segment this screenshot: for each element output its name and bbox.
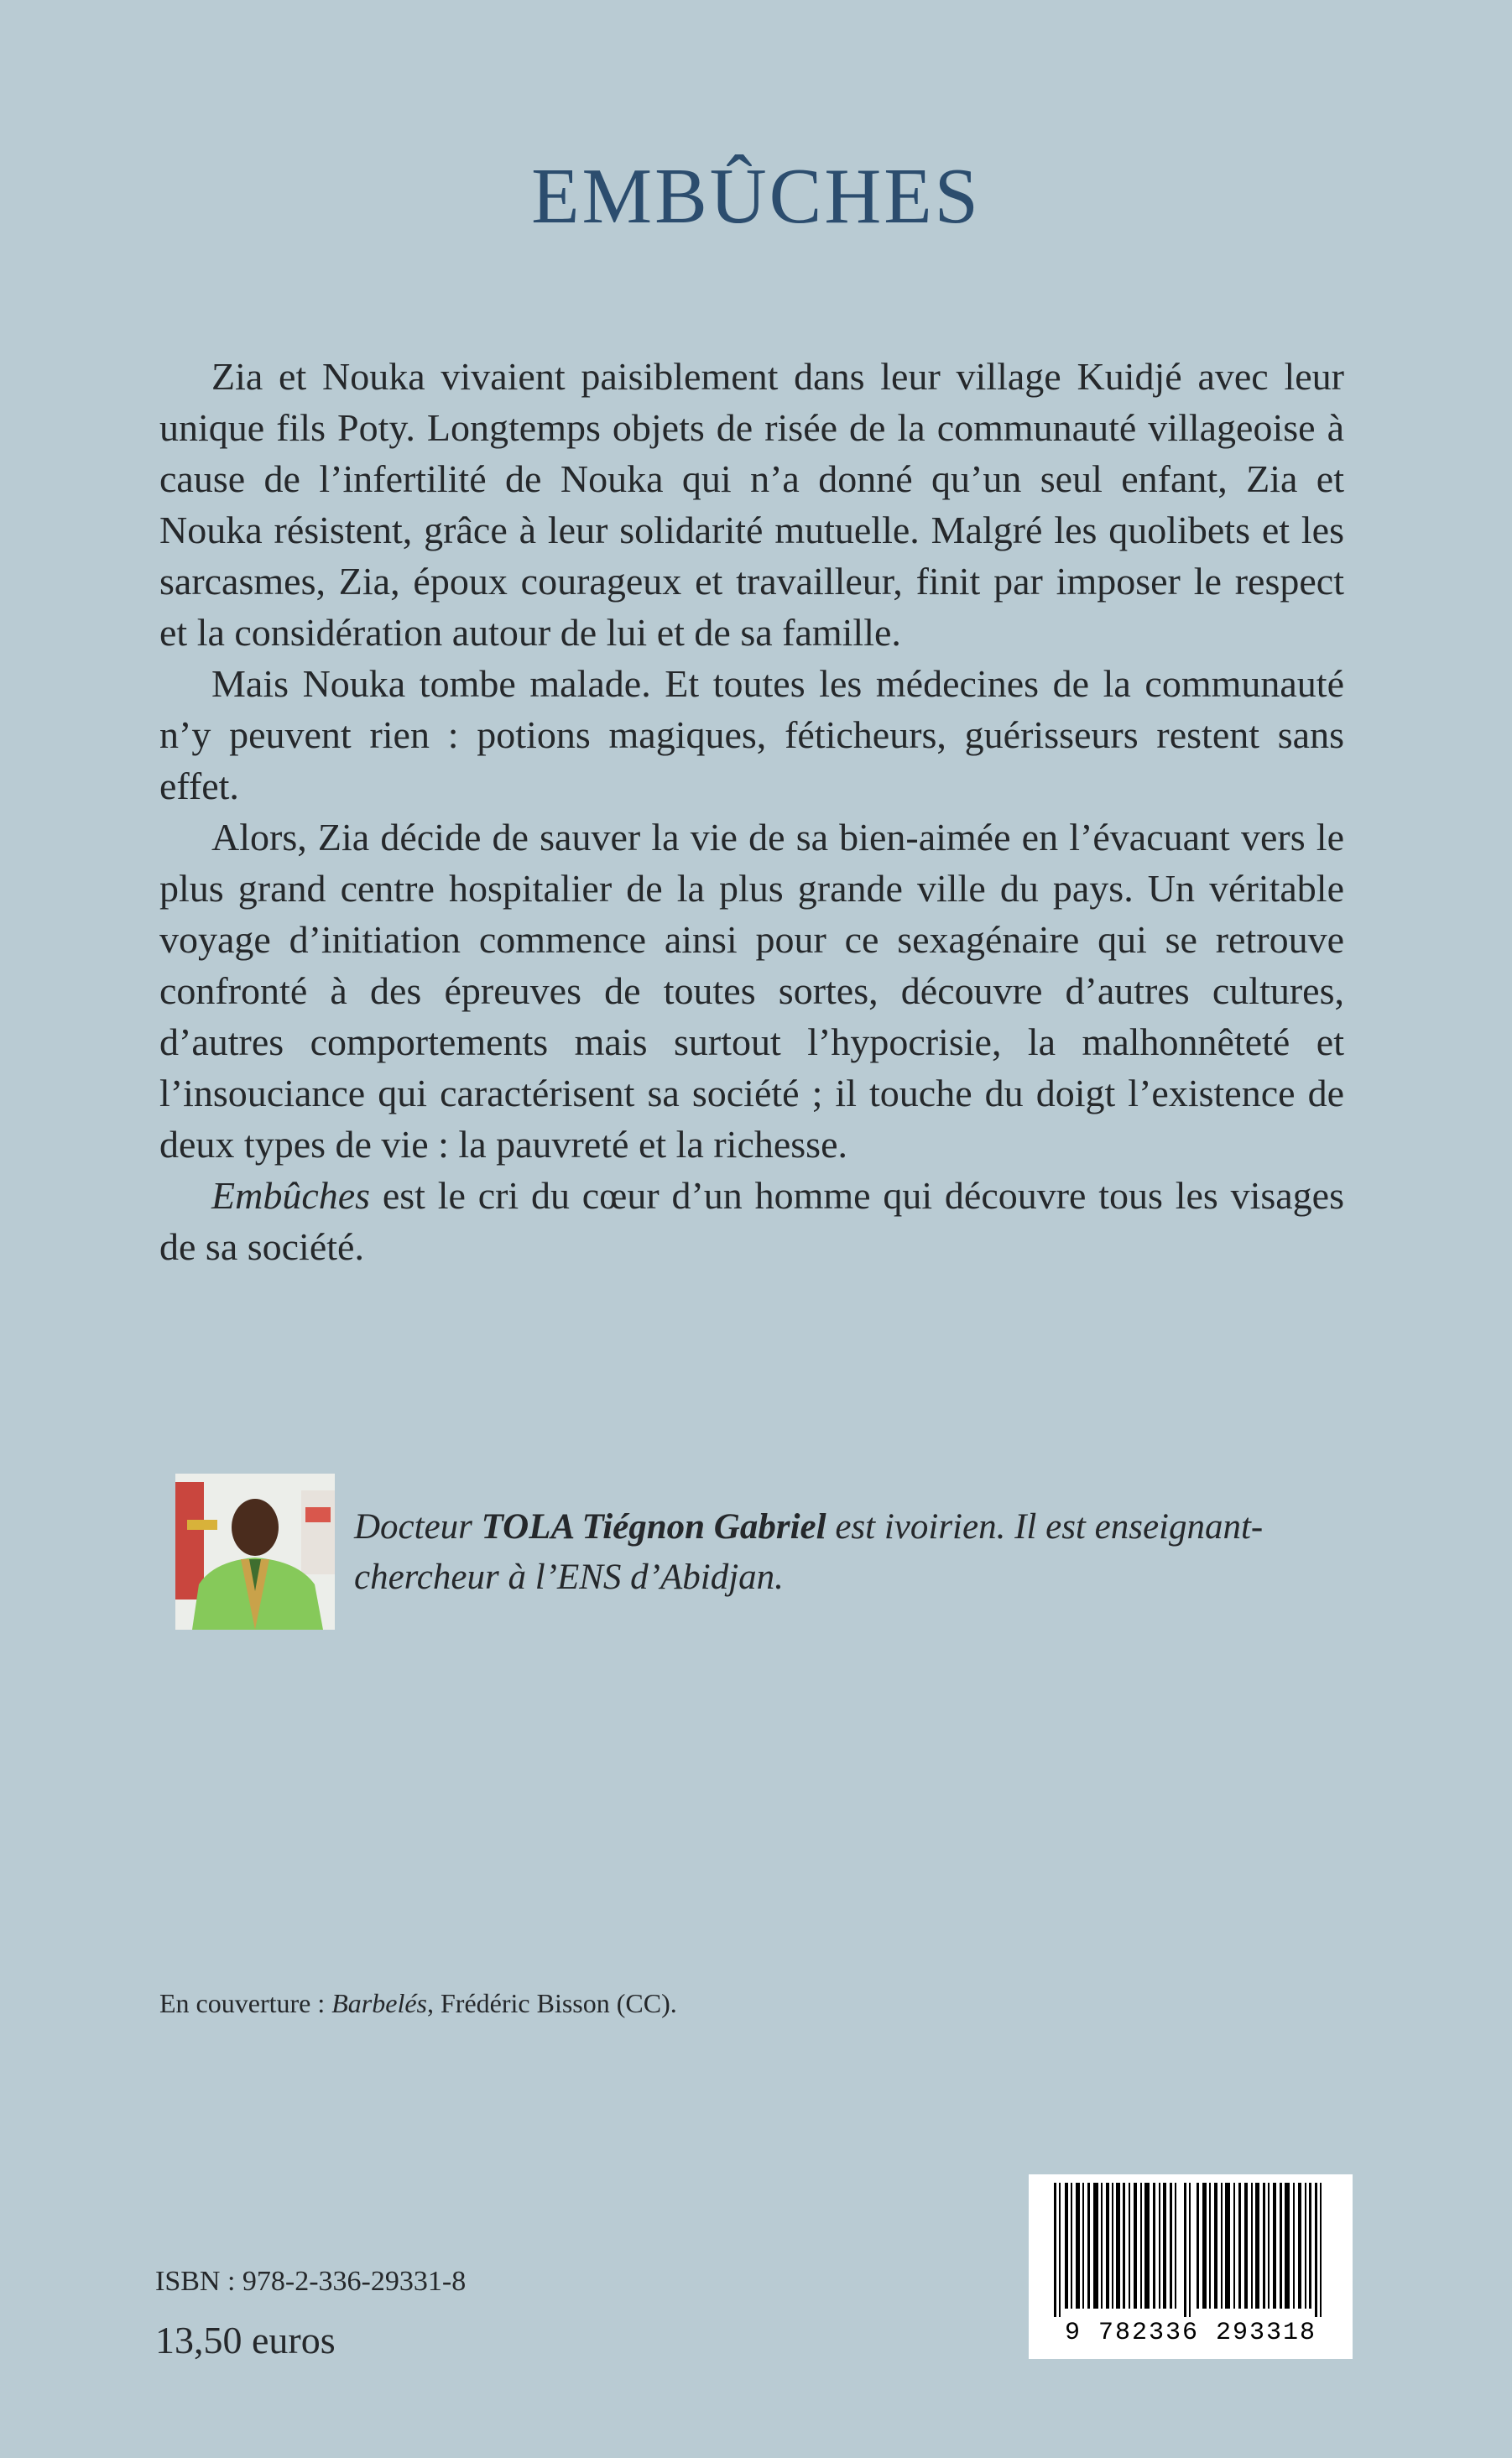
cover-artwork-title: Barbelés bbox=[331, 1988, 427, 2018]
author-portrait-image bbox=[175, 1474, 335, 1630]
author-bio bbox=[354, 1502, 1361, 1603]
cover-credit-prefix: En couverture : bbox=[159, 1988, 332, 2018]
barcode bbox=[1029, 2174, 1353, 2359]
back-cover-blurb bbox=[159, 351, 1344, 1272]
blurb-paragraph-4 bbox=[159, 1170, 1344, 1272]
blurb-paragraph-2: Mais Nouka tombe malade. Et toutes les médecines de la communauté n’y peuvent rien : potions magiques, féticheurs, guérisseurs restent sans effet. bbox=[159, 662, 1344, 807]
author-title: Docteur bbox=[354, 1507, 482, 1547]
barcode-digits: 9 782336 293318 bbox=[1064, 2319, 1317, 2347]
price: 13,50 euros bbox=[155, 2319, 336, 2361]
blurb-paragraph-4-text: est le cri du cœur d’un homme qui découvre tous les visages de sa société. bbox=[159, 1174, 1344, 1268]
cover-credit bbox=[159, 1988, 677, 2019]
blurb-paragraph-1: Zia et Nouka vivaient paisiblement dans leur village Kuidjé avec leur unique fils Poty. Longtemps objets de risée de la communauté villageoise à cause de l’infertilité de Nouka qui n’a donné qu’un seul enfant, Zia et Nouka résistent, grâce à leur solidarité mutuelle. Malgré les quolibets et les sarcasmes, Zia, époux courageux et travailleur, finit par imposer le respect et la considération autour de lui et de sa famille. bbox=[159, 355, 1344, 654]
author-photo bbox=[175, 1474, 335, 1630]
isbn: ISBN : 978-2-336-29331-8 bbox=[155, 2266, 467, 2297]
author-name: TOLA Tiégnon Gabriel bbox=[481, 1507, 826, 1547]
blurb-paragraph-3: Alors, Zia décide de sauver la vie de sa bien-aimée en l’évacuant vers le plus grand centre hospitalier de la plus grande ville du pays. Un véritable voyage d’initiation commence ainsi pour ce sexagénaire qui se retrouve confronté à des épreuves de toutes sortes, découvre d’autres cultures, d’autres comportements mais surtout l’hypocrisie, la malhonnêteté et l’insouciance qui caractérisent sa société ; il touche du doigt l’existence de deux types de vie : la pauvreté et la richesse. bbox=[159, 816, 1344, 1166]
cover-credit-artist: , Frédéric Bisson (CC). bbox=[427, 1988, 677, 2018]
blurb-book-title-italic: Embûches bbox=[211, 1174, 371, 1217]
author-description: est ivoirien. Il est enseignant-chercheur à l’ENS d’Abidjan. bbox=[354, 1507, 1264, 1597]
book-title: EMBÛCHES bbox=[531, 153, 981, 240]
